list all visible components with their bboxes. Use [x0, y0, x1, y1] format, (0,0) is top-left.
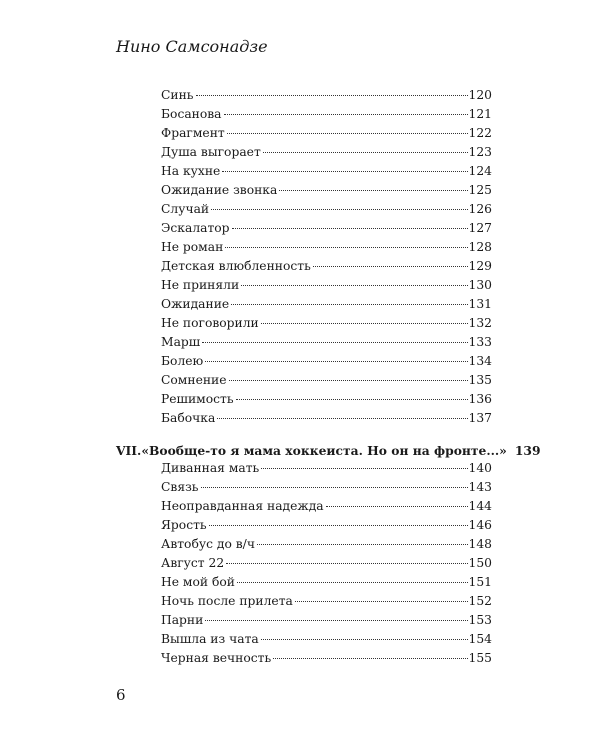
toc-entry	[161, 390, 492, 409]
toc-entry	[161, 200, 492, 219]
toc-entry-page: 122	[468, 126, 492, 140]
toc-entry	[161, 143, 492, 162]
toc-entry-title: На кухне	[161, 164, 221, 178]
toc-entry-title: Неоправданная надежда	[161, 499, 324, 513]
toc-entry	[161, 497, 492, 516]
running-head: Нино Самсонадзе	[116, 37, 268, 56]
dot-leader	[224, 114, 468, 115]
toc-entry-title: Душа выгорает	[161, 145, 261, 159]
section-number: VII.	[116, 443, 142, 458]
toc-entry	[161, 630, 492, 649]
toc-entry-title: Синь	[161, 88, 194, 102]
toc-entry-page: 127	[468, 221, 492, 235]
toc-entry-title: Диванная мать	[161, 461, 260, 475]
toc-entry-page: 154	[468, 632, 492, 646]
dot-leader	[263, 152, 468, 153]
dot-leader	[237, 582, 468, 583]
toc-entry	[161, 611, 492, 630]
toc-entry-title: Черная вечность	[161, 651, 272, 665]
toc-entry-title: Ярость	[161, 518, 207, 532]
toc-entry	[161, 478, 492, 497]
dot-leader	[201, 487, 468, 488]
toc-entry-title: Ожидание	[161, 297, 230, 311]
toc-entry	[161, 535, 492, 554]
toc-entry	[161, 162, 492, 181]
toc-entry-page: 148	[468, 537, 492, 551]
toc-list-part-b	[161, 459, 492, 668]
toc-entry	[161, 459, 492, 478]
toc-entry	[161, 409, 492, 428]
toc-entry-page: 136	[468, 392, 492, 406]
dot-leader	[261, 323, 468, 324]
toc-entry-title: Сомнение	[161, 373, 227, 387]
toc-list-part-a	[161, 86, 492, 428]
toc-entry	[161, 105, 492, 124]
toc-entry-page: 140	[468, 461, 492, 475]
toc-entry	[161, 592, 492, 611]
toc-entry-page: 146	[468, 518, 492, 532]
dot-leader	[229, 380, 468, 381]
toc-entry-page: 153	[468, 613, 492, 627]
dot-leader	[231, 304, 467, 305]
toc-entry-page: 121	[468, 107, 492, 121]
toc-entry	[161, 257, 492, 276]
dot-leader	[227, 133, 468, 134]
toc-entry-title: Эскалатор	[161, 221, 230, 235]
toc-entry	[161, 371, 492, 390]
toc-entry-page: 144	[468, 499, 492, 513]
dot-leader	[261, 639, 468, 640]
toc-entry-title: Не мой бой	[161, 575, 235, 589]
toc-entry-title: Марш	[161, 335, 201, 349]
dot-leader	[313, 266, 468, 267]
toc-entry-page: 126	[468, 202, 492, 216]
toc-entry-page: 152	[468, 594, 492, 608]
toc-entry-title: Босанова	[161, 107, 222, 121]
toc-entry-page: 132	[468, 316, 492, 330]
toc-entry-title: Болею	[161, 354, 204, 368]
dot-leader	[209, 525, 468, 526]
toc-entry	[161, 314, 492, 333]
dot-leader	[196, 95, 468, 96]
toc-entry-title: Случай	[161, 202, 210, 216]
toc-entry-page: 151	[468, 575, 492, 589]
toc-entry-title: Бабочка	[161, 411, 216, 425]
toc-entry-title: Не приняли	[161, 278, 240, 292]
toc-entry-page: 120	[468, 88, 492, 102]
toc-entry	[161, 352, 492, 371]
toc-entry	[161, 516, 492, 535]
dot-leader	[257, 544, 468, 545]
toc-entry	[161, 181, 492, 200]
dot-leader	[236, 399, 468, 400]
toc-entry-page: 135	[468, 373, 492, 387]
toc-entry	[161, 276, 492, 295]
toc-entry-title: Автобус до в/ч	[161, 537, 255, 551]
dot-leader	[222, 171, 467, 172]
toc-entry-page: 155	[468, 651, 492, 665]
dot-leader	[225, 247, 467, 248]
toc-entry-page: 128	[468, 240, 492, 254]
toc-entry-page: 124	[468, 164, 492, 178]
toc-entry	[161, 238, 492, 257]
toc-entry-page: 123	[468, 145, 492, 159]
toc-entry	[161, 554, 492, 573]
toc-entry-page: 150	[468, 556, 492, 570]
dot-leader	[261, 468, 467, 469]
toc-entry-title: Парни	[161, 613, 204, 627]
toc-entry-page: 125	[468, 183, 492, 197]
dot-leader	[241, 285, 467, 286]
toc-entry-page: 134	[468, 354, 492, 368]
dot-leader	[273, 658, 467, 659]
toc-entry	[161, 86, 492, 105]
toc-entry-page: 143	[468, 480, 492, 494]
toc-entry	[161, 219, 492, 238]
page-number: 6	[116, 686, 126, 704]
dot-leader	[211, 209, 467, 210]
dot-leader	[279, 190, 467, 191]
dot-leader	[205, 620, 467, 621]
toc-entry-title: Связь	[161, 480, 199, 494]
dot-leader	[226, 563, 467, 564]
toc-entry	[161, 124, 492, 143]
dot-leader	[232, 228, 468, 229]
dot-leader	[295, 601, 468, 602]
toc-entry	[161, 649, 492, 668]
toc-entry-page: 137	[468, 411, 492, 425]
toc-entry	[161, 573, 492, 592]
toc-entry-title: Решимость	[161, 392, 234, 406]
dot-leader	[326, 506, 468, 507]
toc-entry-title: Вышла из чата	[161, 632, 259, 646]
toc-entry-title: Ожидание звонка	[161, 183, 278, 197]
toc-entry-title: Не роман	[161, 240, 224, 254]
toc-entry	[161, 295, 492, 314]
dot-leader	[217, 418, 467, 419]
toc-entry-title: Ночь после прилета	[161, 594, 293, 608]
toc-entry-title: Август 22	[161, 556, 225, 570]
toc-entry-page: 129	[468, 259, 492, 273]
section-title: «Вообще-то я мама хоккеиста. Но он на фронте...»	[141, 443, 507, 458]
toc-section-heading	[116, 441, 541, 460]
toc-entry-page: 130	[468, 278, 492, 292]
toc-entry-title: Фрагмент	[161, 126, 225, 140]
dot-leader	[202, 342, 467, 343]
section-page-number: 139	[514, 443, 541, 458]
dot-leader	[205, 361, 467, 362]
toc-entry-page: 131	[468, 297, 492, 311]
toc-entry-page: 133	[468, 335, 492, 349]
toc-entry-title: Не поговорили	[161, 316, 259, 330]
toc-entry-title: Детская влюбленность	[161, 259, 311, 273]
toc-entry	[161, 333, 492, 352]
